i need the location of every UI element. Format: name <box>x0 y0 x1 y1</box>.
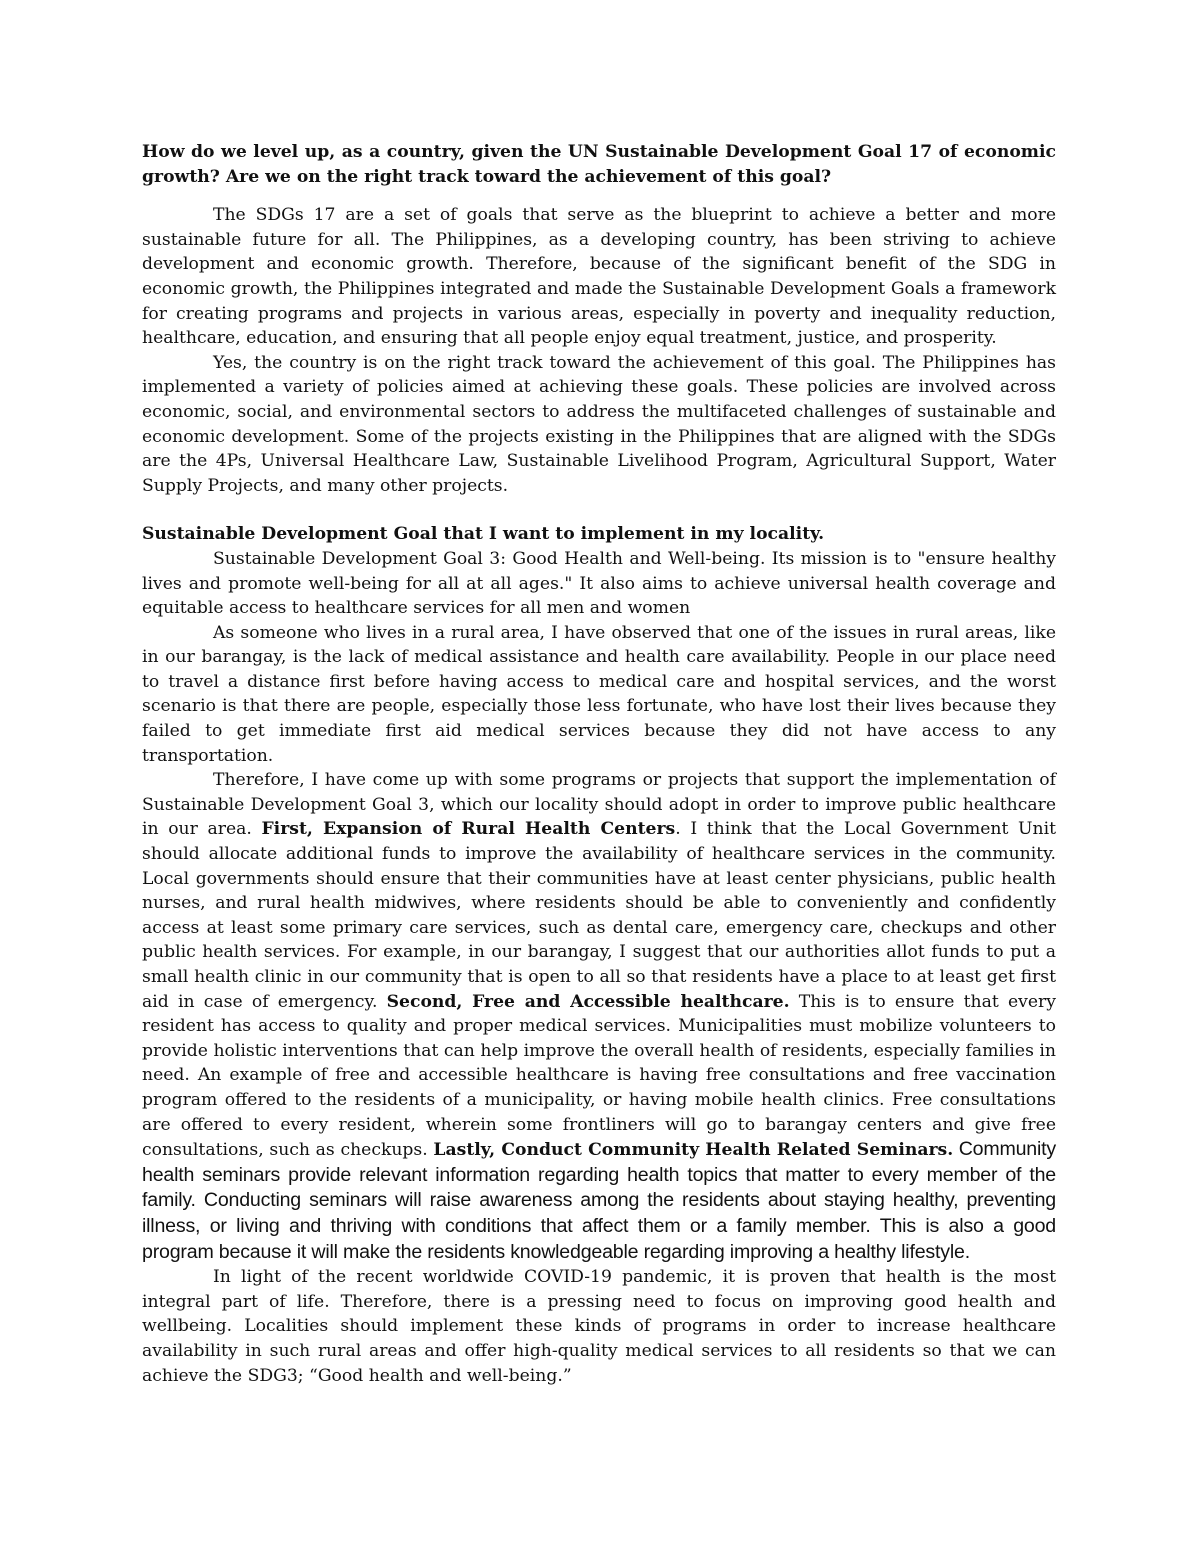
section-1-paragraph-2: Yes, the country is on the right track toward the achievement of this goal. The Philippines has implemented a variety of policies aimed at achieving these goals. These policies are involved across economic, social, and environmental sectors to address the multifaceted challenges of sustainable and economic development. Some of the projects existing in the Philippines that are aligned with the SDGs are the 4Ps, Universal Healthcare Law, Sustainable Livelihood Program, Agricultural Support, Water Supply Projects, and many other projects. <box>142 352 1056 496</box>
section-2-paragraph-3 <box>142 768 1056 1265</box>
section-2-paragraph-4: In light of the recent worldwide COVID-19 pandemic, it is proven that health is the most integral part of life. Therefore, there is a pressing need to focus on improving good health and wellbeing. Localities should implement these kinds of programs in order to increase healthcare availability in such rural areas and offer high-quality medical services to all residents so that we can achieve the SDG3; “Good health and well-being.” <box>142 1267 1056 1386</box>
section-2-paragraph-1: Sustainable Development Goal 3: Good Health and Well-being. Its mission is to "ensure healthy lives and promote well-being for all at all ages." It also aims to achieve universal health coverage and equitable access to healthcare services for all men and women <box>142 548 1056 619</box>
program-third-label: Lastly, Conduct Community Health Related Seminars. <box>433 1140 954 1161</box>
program-first-text: . I think that the Local Government Unit should allocate additional funds to improve the availability of healthcare services in the community. Local governments should ensure that their communities have at least center physicians, public health nurses, and rural health midwives, where residents should be able to conveniently and confidently access at least some primary care services, such as dental care, emergency care, checkups and other public health services. For example, in our barangay, I suggest that our authorities allot funds to put a small health clinic in our community that is open to all so that residents have a place to at least get first aid in case of emergency. <box>142 819 1057 1012</box>
program-second-label: Second, Free and Accessible healthcare. <box>386 991 790 1012</box>
section-2-paragraph-2: As someone who lives in a rural area, I have observed that one of the issues in rural areas, like in our barangay, is the lack of medical assistance and health care availability. People in our place need to travel a distance first before having access to medical care and hospital services, and the worst scenario is that there are people, especially those less fortunate, who have lost their lives because they failed to get immediate first aid medical services because they did not have access to any transportation. <box>142 622 1056 766</box>
programs-intro-text: Therefore, I have come up with some programs or projects that support the implementation of Sustainable Development Goal 3, which our locality should adopt in order to improve public healthcare in our area. <box>142 770 1056 840</box>
section-1-heading: How do we level up, as a country, given the UN Sustainable Development Goal 17 of economic growth? Are we on the right track toward the achievement of this goal? <box>142 142 1056 187</box>
document-page <box>142 140 1056 1388</box>
program-second-text: This is to ensure that every resident has access to quality and proper medical services. Municipalities must mobilize volunteers to provide holistic interventions that can help improve the overall health of residents, especially families in need. An example of free and accessible healthcare is having free consultations and free vaccination program offered to the residents of a municipality, or having mobile health clinics. Free consultations are offered to every resident, wherein some frontliners will go to barangay centers and give free consultations, such as checkups. <box>142 991 1056 1161</box>
program-third-text: Community health seminars provide relevant information regarding health topics that matter to every member of the family. Conducting seminars will raise awareness among the residents about staying healthy, preventing illness, or living and thriving with conditions that affect them or a family member. This is also a good program because it will make the residents knowledgeable regarding improving a healthy lifestyle. <box>142 1138 1056 1263</box>
section-1-paragraph-1: The SDGs 17 are a set of goals that serve as the blueprint to achieve a better and more sustainable future for all. The Philippines, as a developing country, has been striving to achieve development and economic growth. Therefore, because of the significant benefit of the SDG in economic growth, the Philippines integrated and made the Sustainable Development Goals a framework for creating programs and projects in various areas, especially in poverty and inequality reduction, healthcare, education, and ensuring that all people enjoy equal treatment, justice, and prosperity. <box>142 205 1056 349</box>
program-first-label: First, Expansion of Rural Health Centers <box>261 819 676 840</box>
section-2-heading: Sustainable Development Goal that I want to implement in my locality. <box>142 524 825 545</box>
section-divider <box>142 498 1056 522</box>
